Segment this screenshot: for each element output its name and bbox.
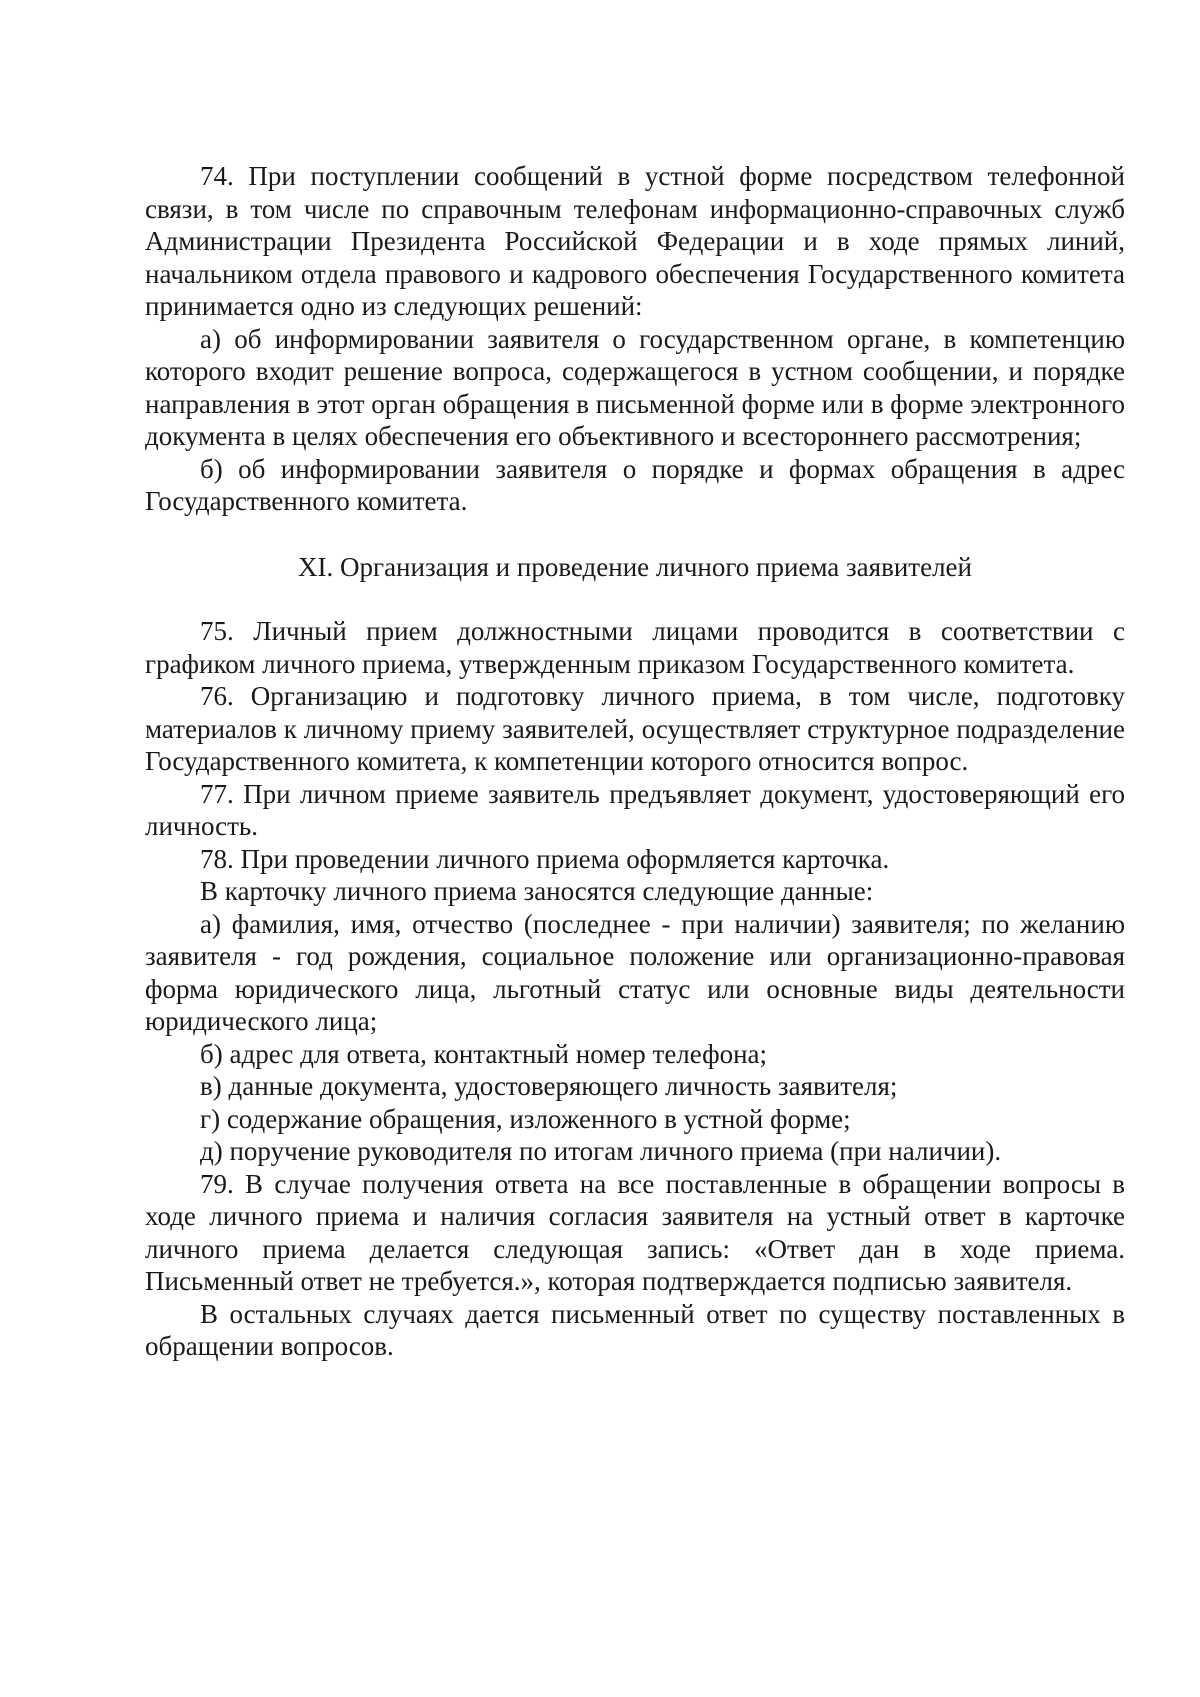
paragraph-75: 75. Личный прием должностными лицами проводится в соответствии с графиком личного приема, утвержденным приказом Государственного комитета. [145,616,1125,679]
paragraph-74-item-a: а) об информировании заявителя о государственном органе, в компетенцию которого входит решение вопроса, содержащегося в устном сообщении, и порядке направления в этот орган обращения в письменной форме или в форме электронного документа в целях обеспечения его объективного и всестороннего рассмотрения; [145,323,1125,451]
paragraph-79: 79. В случае получения ответа на все поставленные в обращении вопросы в ходе личного приема и наличия согласия заявителя на устный ответ в карточке личного приема делается следующая запись: «Ответ дан в ходе приема. Письменный ответ не требуется.», которая подтверждается подписью заявителя. [145,1168,1125,1296]
document-page [145,160,1125,1363]
paragraph-78-item-a: а) фамилия, имя, отчество (последнее - при наличии) заявителя; по желанию заявителя - год рождения, социальное положение или организационно-правовая форма юридического лица, льготный статус или основные виды деятельности юридического лица; [145,908,1125,1036]
paragraph-78-item-b: б) адрес для ответа, контактный номер телефона; [200,1038,768,1069]
paragraph-76: 76. Организацию и подготовку личного приема, в том числе, подготовку материалов к личному приему заявителей, осуществляет структурное подразделение Государственного комитета, к компетенции которого относится вопрос. [145,681,1125,776]
paragraph-74: 74. При поступлении сообщений в устной форме посредством телефонной связи, в том числе по справочным телефонам информационно-справочных служб Администрации Президента Российской Федерации и в ходе прямых линий, начальником отдела правового и кадрового обеспечения Государственного комитета принимается одно из следующих решений: [145,161,1125,321]
paragraph-74-item-b: б) об информировании заявителя о порядке и формах обращения в адрес Государственного комитета. [145,453,1125,516]
paragraph-78-item-g: г) содержание обращения, изложенного в устной форме; [200,1103,851,1134]
paragraph-78-item-v: в) данные документа, удостоверяющего личность заявителя; [200,1071,898,1101]
paragraph-78-item-d: д) поручение руководителя по итогам личного приема (при наличии). [200,1136,1002,1166]
section-heading: XI. Организация и проведение личного приема заявителей [298,551,972,582]
paragraph-78: 78. При проведении личного приема оформляется карточка. [200,843,890,874]
paragraph-79-other: В остальных случаях дается письменный ответ по существу поставленных в обращении вопросов. [145,1298,1125,1361]
paragraph-78-card-intro: В карточку личного приема заносятся следующие данные: [200,876,874,906]
paragraph-77: 77. При личном приеме заявитель предъявляет документ, удостоверяющий его личность. [145,778,1125,841]
